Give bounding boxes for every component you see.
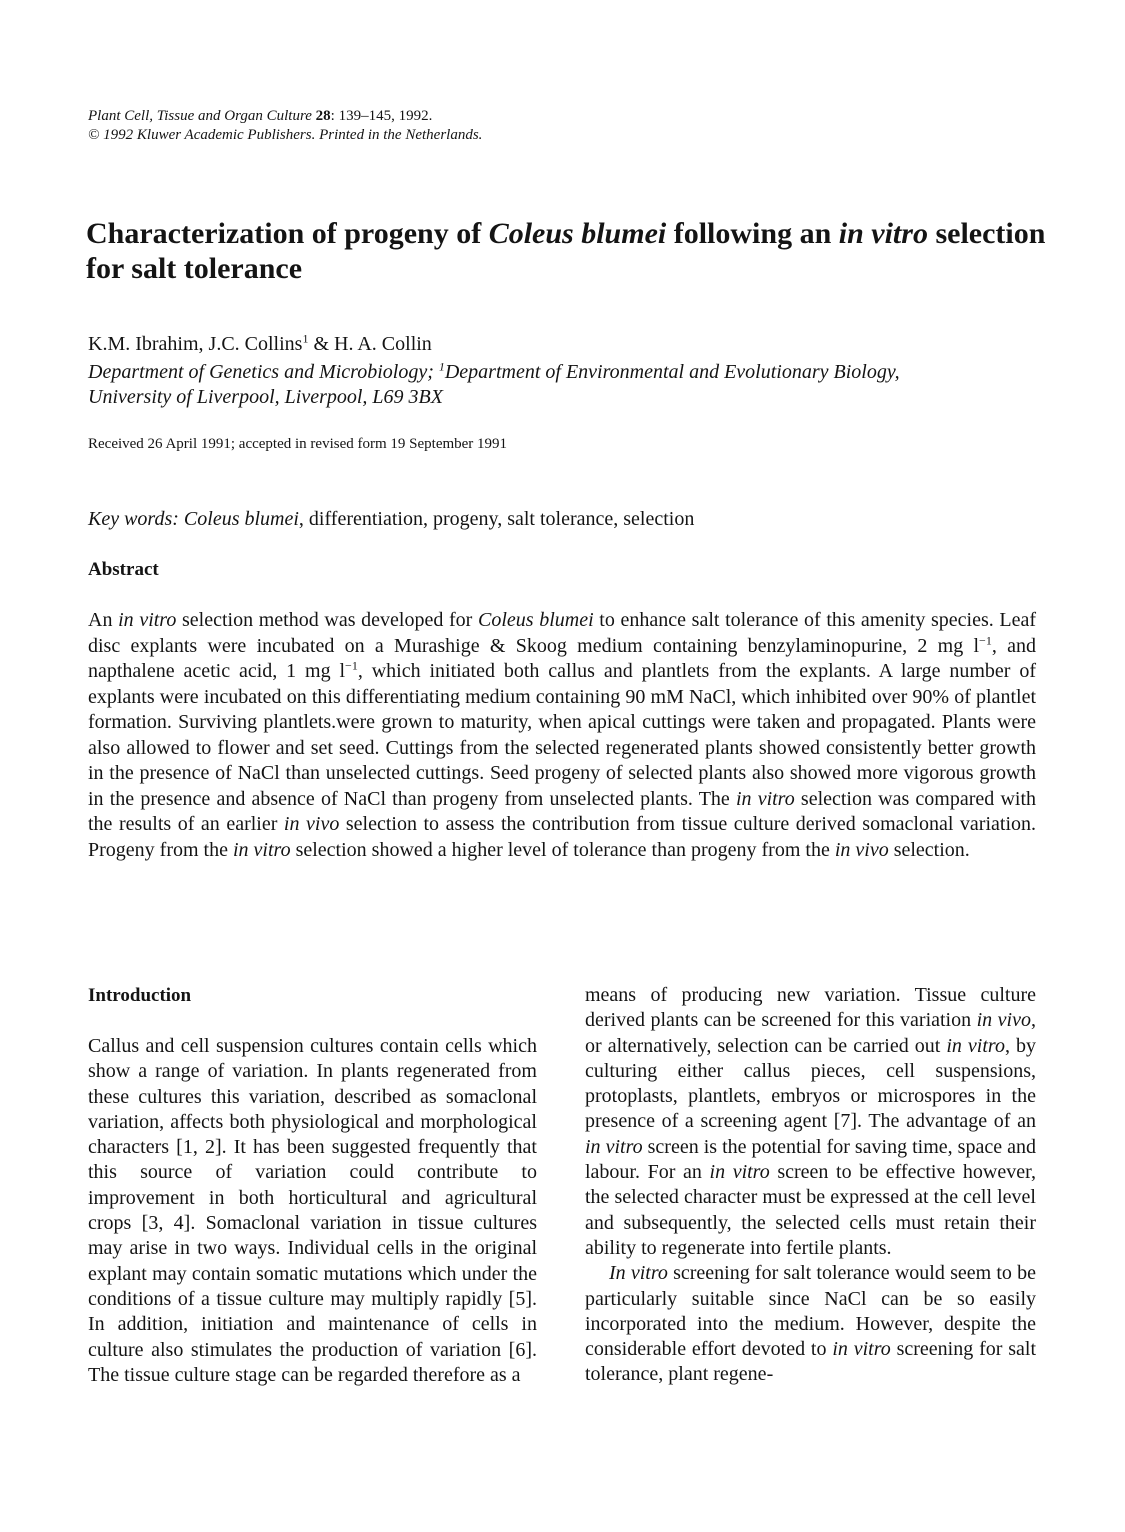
abstract-heading: Abstract	[88, 559, 159, 580]
journal-header	[88, 107, 482, 145]
introduction-heading: Introduction	[88, 985, 192, 1006]
author-list: K.M. Ibrahim, J.C. Collins$^1$ & H. A. Collin	[88, 331, 432, 355]
journal-copyright: © 1992 Kluwer Academic Publishers. Printed in the Netherlands.	[88, 127, 483, 143]
journal-citation: Plant Cell, Tissue and Organ Culture 28: 139–145, 1992.	[88, 108, 433, 124]
abstract-text: An in vitro selection method was developed for Coleus blumei to enhance salt tolerance of this amenity species. Leaf disc explants were incubated on a Murashige & Skoog medium containing benzylaminopurine, 2 mg $l^{-1}$, and napthalene acetic acid, 1 mg $l^{-1}$, which initiated both callus and plantlets from the explants. A large number of explants were incubated on this differentiating medium containing 90 mM NaCl, which inhibited over 90% of plantlet formation. Surviving plantlets.were grown to maturity, when apical cuttings were taken and propagated. Plants were also allowed to flower and set seed. Cuttings from the selected regenerated plants showed consistently better growth in the presence of NaCl than unselected cuttings. Seed progeny of selected plants also showed more vigorous growth in the presence and absence of NaCl than progeny from unselected plants. The in vitro selection was compared with the results of an earlier in vivo selection to assess the contribution from tissue culture derived somaclonal variation. Progeny from the in vitro selection showed a higher level of tolerance than progeny from the in vivo selection.	[88, 609, 1037, 861]
introduction-left-column: Callus and cell suspension cultures contain cells which show a range of variation. In plants regenerated from these cultures this variation, described as somaclonal variation, affects both physiological and morphological characters [1, 2]. It has been suggested frequently that this source of variation could contribute to improvement in both horticultural and agricultural crops [3, 4]. Somaclonal variation in tissue cultures may arise in two ways. Individual cells in the original explant may contain somatic mutations which under the conditions of a tissue culture may multiply rapidly [5]. In addition, initiation and maintenance of cells in culture also stimulates the production of variation [6]. The tissue culture stage can be regarded therefore as a	[88, 1035, 537, 1386]
affiliations: Department of Genetics and Microbiology; $^1$Department of Environmental and Evolutionary Biology, University of Liverpool, Liverpool, L69 3BX	[88, 359, 900, 408]
paper-title: Characterization of progeny of Coleus blumei following an in vitro selection for salt tolerance	[86, 217, 1046, 285]
introduction-right-column	[585, 983, 1036, 1388]
received-dates: Received 26 April 1991; accepted in revised form 19 September 1991	[88, 436, 508, 452]
journal-volume: 28	[315, 108, 331, 124]
paragraph: means of producing new variation. Tissue culture derived plants can be screened for this variation in vivo, or alternatively, selection can be carried out in vitro, by culturing either callus pieces, cell suspensions, protoplasts, plantlets, embryos or microspores in the presence of a screening agent [7]. The advantage of an in vitro screen is the potential for saving time, space and labour. For an in vitro screen to be effective however, the selected character must be expressed at the cell level and subsequently, the selected cells must retain their ability to regenerate into fertile plants.	[585, 984, 1037, 1259]
keywords: Key words: Coleus blumei, differentiation, progeny, salt tolerance, selection	[88, 508, 695, 530]
paragraph: In vitro screening for salt tolerance would seem to be particularly suitable since NaCl can be so easily incorporated into the medium. However, despite the considerable effort devoted to in vitro screening for salt tolerance, plant regene-	[585, 1262, 1036, 1386]
